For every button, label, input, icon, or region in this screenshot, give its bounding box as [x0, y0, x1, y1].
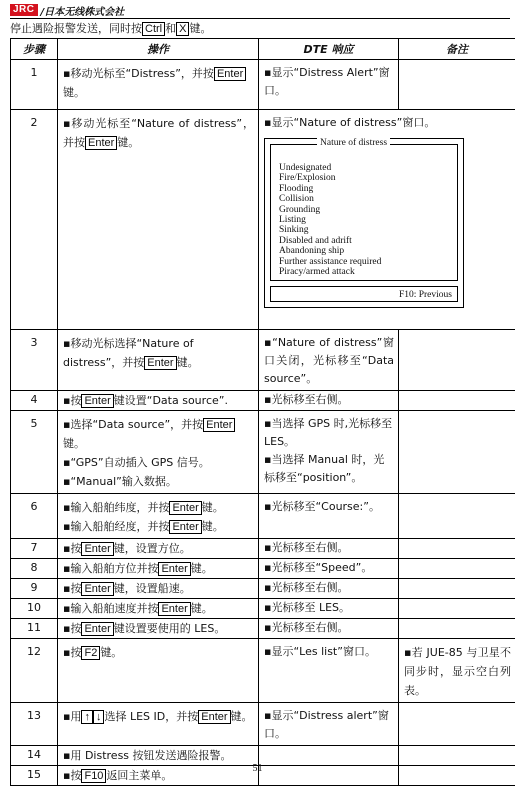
- step-response: ▪显示“Les list”窗口。: [259, 639, 399, 703]
- op-text: 键，设置船速。: [114, 582, 191, 595]
- table-row: [11, 599, 515, 619]
- step-note: [399, 539, 515, 559]
- step-operation: [58, 639, 259, 703]
- op-text: ▪按: [63, 542, 81, 555]
- step-note: [399, 330, 515, 391]
- step-response: ▪光标移至右侧。: [259, 391, 399, 411]
- list-item[interactable]: Further assistance required: [279, 257, 381, 267]
- step-number: 11: [11, 619, 58, 639]
- x-key: X: [176, 22, 189, 36]
- step-response: ▪显示“Distress Alert”窗口。: [259, 60, 399, 110]
- table-row: [11, 539, 515, 559]
- list-item[interactable]: Flooding: [279, 184, 381, 194]
- step-number: 4: [11, 391, 58, 411]
- step-operation: [58, 539, 259, 559]
- op-text: ▪输入船舶方位并按: [63, 562, 158, 575]
- op-text: 键。: [202, 501, 224, 514]
- table-row: [11, 60, 515, 110]
- op-text: ▪移动光标至“Nature of distress”，并按: [63, 117, 254, 149]
- step-number: 3: [11, 330, 58, 391]
- column-header-remarks: 备注: [399, 39, 515, 60]
- op-text: 键。: [191, 562, 213, 575]
- step-note: [399, 60, 515, 110]
- page-number: 51: [0, 763, 515, 774]
- step-note: [399, 494, 515, 539]
- dialog-title: Nature of distress: [317, 137, 390, 149]
- jrc-logo: JRC: [10, 4, 38, 16]
- op-text: ▪按: [63, 582, 81, 595]
- table-row: [11, 411, 515, 494]
- enter-key: Enter: [158, 602, 190, 616]
- table-row: [11, 559, 515, 579]
- step-response: ▪光标移至“Speed”。: [259, 559, 399, 579]
- procedure-table: [10, 38, 515, 786]
- step-number: 1: [11, 60, 58, 110]
- step-operation: [58, 599, 259, 619]
- enter-key: Enter: [169, 501, 201, 515]
- step-number: 15: [11, 766, 58, 786]
- list-item[interactable]: Sinking: [279, 225, 381, 235]
- enter-key: Enter: [169, 520, 201, 534]
- op-text: ▪用: [63, 710, 81, 723]
- op-text: 选择 LES ID，并按: [104, 710, 198, 723]
- step-number: 9: [11, 579, 58, 599]
- step-operation: [58, 391, 259, 411]
- op-text: ▪按: [63, 646, 81, 659]
- list-item[interactable]: Listing: [279, 215, 381, 225]
- op-text: 返回主菜单。: [106, 769, 172, 782]
- list-item[interactable]: Undesignated: [279, 163, 381, 173]
- list-item[interactable]: Fire/Explosion: [279, 173, 381, 183]
- column-header-operation: 操作: [58, 39, 259, 60]
- f2-key: F2: [81, 646, 100, 660]
- column-header-step: 步骤: [11, 39, 58, 60]
- step-response: ▪光标移至右侧。: [259, 539, 399, 559]
- enter-key: Enter: [203, 418, 235, 432]
- op-line: ▪“GPS”自动插入 GPS 信号。: [63, 453, 254, 472]
- step-operation: [58, 411, 259, 494]
- op-text: ▪按: [63, 622, 81, 635]
- enter-key: Enter: [85, 136, 117, 150]
- response-text: ▪显示“Nature of distress”窗口。: [264, 114, 511, 132]
- enter-key: Enter: [158, 562, 190, 576]
- step-response: [259, 411, 399, 494]
- op-text: ▪移动光标选择“Nature of distress”，并按: [63, 337, 194, 369]
- step-note: [399, 619, 515, 639]
- intro-text-c: 键。: [189, 22, 211, 35]
- op-text: ▪选择“Data source”，并按: [63, 418, 203, 431]
- step-number: 10: [11, 599, 58, 619]
- response-line: ▪当选择 Manual 时，光标移至“position”。: [264, 451, 394, 487]
- step-operation: [58, 494, 259, 539]
- step-operation: [58, 579, 259, 599]
- dialog-list-frame: [270, 144, 458, 281]
- step-note: ▪若 JUE-85 与卫星不同步时，显示空白列表。: [399, 639, 515, 703]
- down-arrow-key: ↓: [93, 710, 105, 724]
- list-item[interactable]: Collision: [279, 194, 381, 204]
- enter-key: Enter: [198, 710, 230, 724]
- step-number: 6: [11, 494, 58, 539]
- list-item[interactable]: Abandoning ship: [279, 246, 381, 256]
- op-text: 键。: [100, 646, 122, 659]
- step-response: ▪“Nature of distress”窗口关闭，光标移至“Data source”。: [259, 330, 399, 391]
- step-response: ▪光标移至“Course:”。: [259, 494, 399, 539]
- step-operation: [58, 60, 259, 110]
- step-number: 14: [11, 746, 58, 766]
- ctrl-key: Ctrl: [142, 22, 165, 36]
- enter-key: Enter: [144, 356, 176, 370]
- dialog-list: [279, 163, 381, 277]
- op-text: 键设置“Data source”.: [114, 394, 228, 407]
- step-note: [399, 411, 515, 494]
- table-row: [11, 579, 515, 599]
- op-text: ▪移动光标至“Distress”，并按: [63, 67, 214, 80]
- enter-key: Enter: [81, 582, 113, 596]
- op-line: [63, 415, 254, 453]
- op-text: ▪按: [63, 394, 81, 407]
- table-row: [11, 494, 515, 539]
- intro-text-b: 和: [165, 22, 176, 35]
- step-note: [399, 559, 515, 579]
- op-text: 键。: [191, 602, 213, 615]
- step-operation: [58, 559, 259, 579]
- step-operation: [58, 703, 259, 746]
- header-rule: [10, 18, 510, 19]
- table-header-row: [11, 39, 515, 60]
- table-row: [11, 639, 515, 703]
- dialog-footer[interactable]: F10: Previous: [270, 286, 458, 302]
- enter-key: Enter: [81, 394, 113, 408]
- step-number: 13: [11, 703, 58, 746]
- intro-text-a: 停止遇险报警发送，同时按: [10, 22, 142, 35]
- step-response: ▪光标移至右侧。: [259, 619, 399, 639]
- op-text: 键。: [63, 437, 85, 450]
- table-row: [11, 703, 515, 746]
- step-number: 2: [11, 110, 58, 330]
- nature-of-distress-dialog: [264, 138, 464, 308]
- intro-text: [10, 22, 211, 36]
- step-number: 7: [11, 539, 58, 559]
- step-operation: [58, 110, 259, 330]
- enter-key: Enter: [81, 542, 113, 556]
- table-row: [11, 110, 515, 330]
- page-header: [10, 3, 124, 17]
- op-text: ▪输入船舶速度并按: [63, 602, 158, 615]
- step-response: ▪光标移至 LES。: [259, 599, 399, 619]
- op-line: [63, 498, 254, 517]
- op-text: ▪输入船舶纬度，并按: [63, 501, 169, 514]
- step-number: 12: [11, 639, 58, 703]
- op-text: 键。: [202, 520, 224, 533]
- list-item[interactable]: Disabled and adrift: [279, 236, 381, 246]
- op-line: ▪“Manual”输入数据。: [63, 472, 254, 491]
- op-text: 键，设置方位。: [114, 542, 191, 555]
- response-line: ▪当选择 GPS 时,光标移至 LES。: [264, 415, 394, 451]
- step-note: [399, 703, 515, 746]
- step-note: [399, 579, 515, 599]
- step-response: ▪光标移至右侧。: [259, 579, 399, 599]
- op-line: [63, 517, 254, 536]
- step-response: ▪显示“Distress alert”窗口。: [259, 703, 399, 746]
- enter-key: Enter: [214, 67, 246, 81]
- table-row: [11, 619, 515, 639]
- step-note: [399, 391, 515, 411]
- step-number: 5: [11, 411, 58, 494]
- column-header-dte-response: DTE 响应: [259, 39, 399, 60]
- step-response: [259, 110, 515, 330]
- list-item[interactable]: Grounding: [279, 205, 381, 215]
- enter-key: Enter: [81, 622, 113, 636]
- step-operation: [58, 619, 259, 639]
- op-text: ▪按: [63, 769, 81, 782]
- op-text: ▪输入船舶经度，并按: [63, 520, 169, 533]
- op-text: 键。: [63, 86, 85, 99]
- f10-key: F10: [81, 769, 106, 783]
- op-text: 键设置要使用的 LES。: [114, 622, 226, 635]
- list-item[interactable]: Piracy/armed attack: [279, 267, 381, 277]
- step-operation: ▪用 Distress 按钮发送遇险报警。: [58, 746, 259, 766]
- step-number: 8: [11, 559, 58, 579]
- company-name: /日本无线株式会社: [41, 3, 125, 18]
- step-note: [399, 599, 515, 619]
- table-row: [11, 391, 515, 411]
- up-arrow-key: ↑: [81, 710, 93, 724]
- table-row: [11, 330, 515, 391]
- step-operation: [58, 330, 259, 391]
- op-text: 键。: [177, 356, 199, 369]
- op-text: 键。: [117, 136, 139, 149]
- op-text: 键。: [231, 710, 253, 723]
